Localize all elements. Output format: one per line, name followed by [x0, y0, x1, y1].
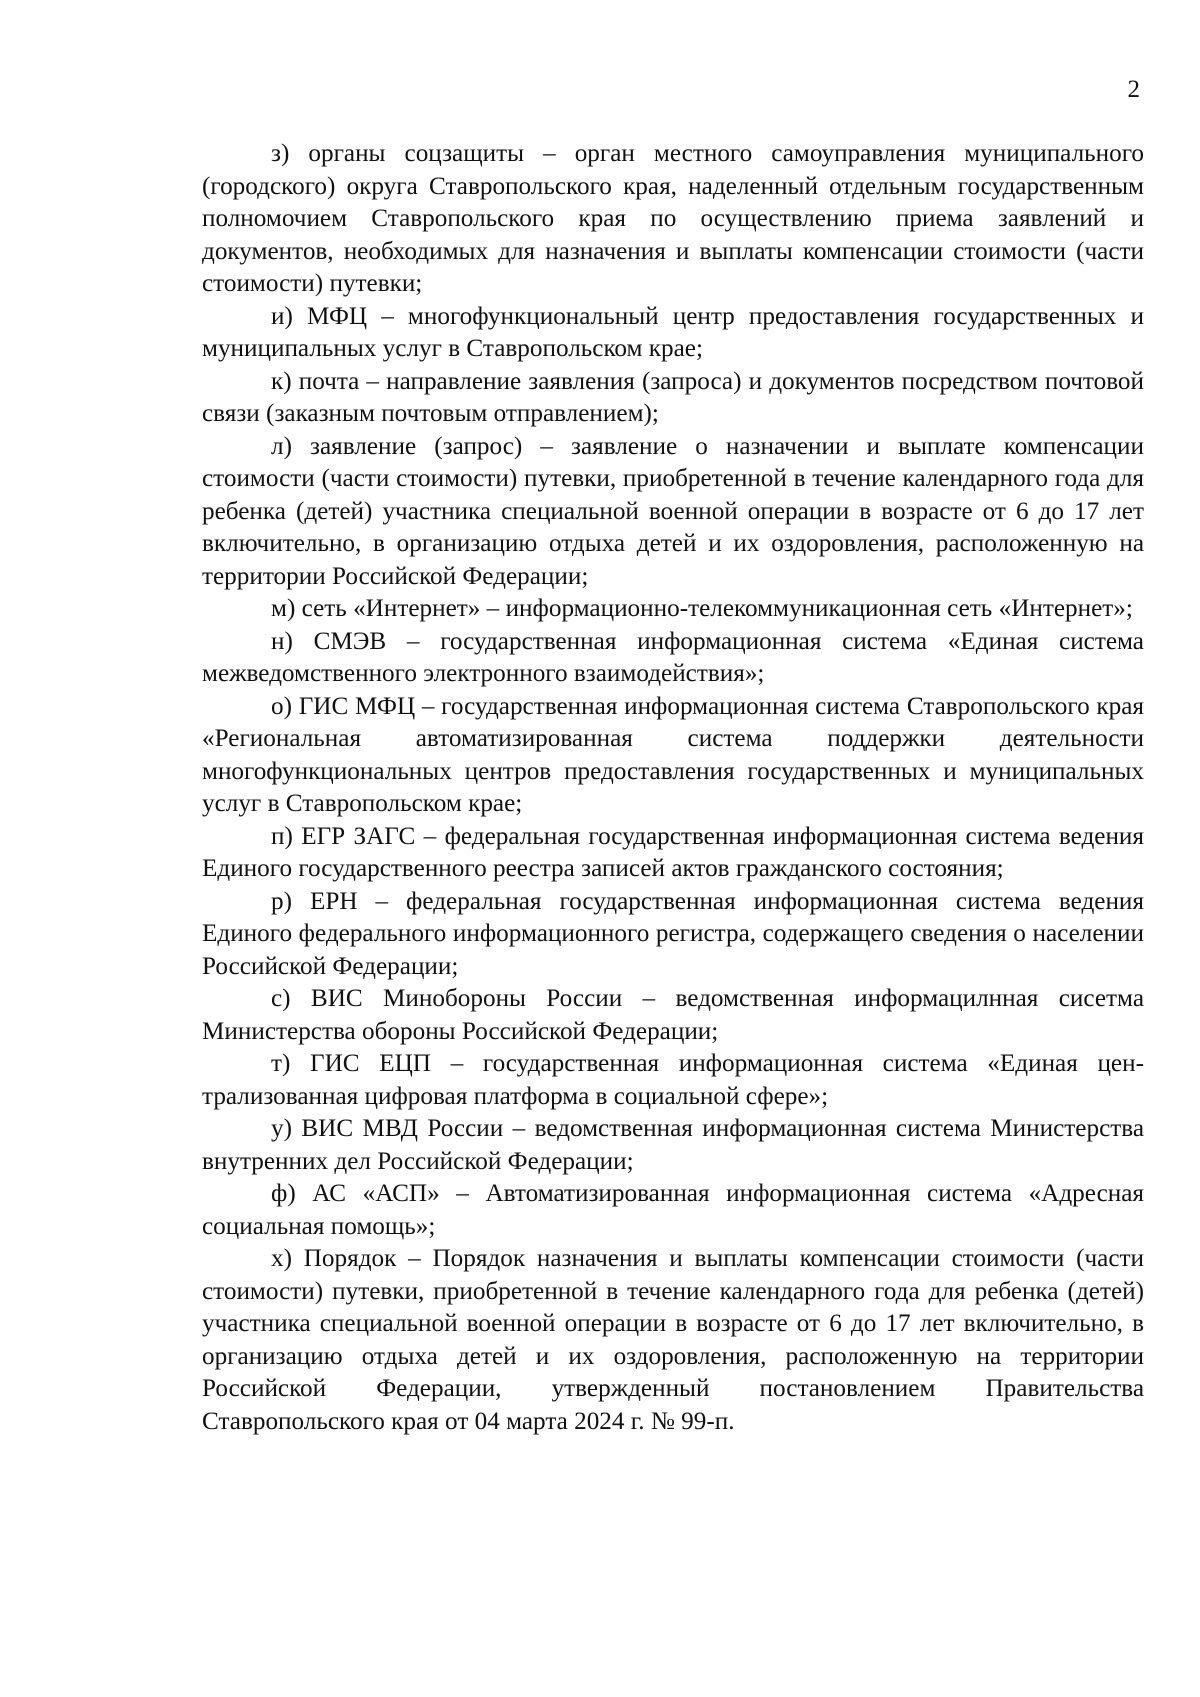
- page-number: 2: [1127, 76, 1140, 103]
- definition-paragraph-u: у) ВИС МВД России – ведомственная информационная система Министерства внутренних дел Российской Федерации;: [202, 1115, 1144, 1175]
- definition-paragraph-s: с) ВИС Минобороны России – ведомственная информацилнная сисетма Министерства обороны Российской Федерации;: [202, 985, 1144, 1045]
- definition-paragraph-k: к) почта – направление заявления (запроса) и документов посредством почтовой связи (заказным почтовым отправлением);: [202, 367, 1144, 427]
- definition-paragraph-o: о) ГИС МФЦ – государственная информационная система Ставропольского края «Региональная автоматизированная система поддержки деятельности многофункциональных центров предоставления государственных и муниципальных услуг в Ставропольском крае;: [202, 692, 1144, 817]
- definition-paragraph-t: т) ГИС ЕЦП – государственная информационная система «Единая централизованная цифровая платформа в социальной сфере»;: [202, 1050, 1144, 1110]
- definition-paragraph-i: и) МФЦ – многофункциональный центр предоставления государственных и муниципальных услуг в Ставропольском крае;: [202, 302, 1144, 362]
- definition-paragraph-l: л) заявление (запрос) – заявление о назначении и выплате компенсации стоимости (части стоимости) путевки, приобретенной в течение календарного года для ребенка (детей) участника специальной военной операции в возрасте от 6 до 17 лет включительно, в организацию отдыха детей и их оздоровления, расположенную на территории Российской Федерации;: [202, 432, 1144, 590]
- definition-paragraph-p: п) ЕГР ЗАГС – федеральная государственная информационная система ведения Единого государственного реестра записей актов гражданского состояния;: [202, 822, 1144, 882]
- definition-paragraph-n: н) СМЭВ – государственная информационная система «Единая система межведомственного электронного взаимодействия»;: [202, 627, 1144, 687]
- definition-paragraph-z: з) органы соцзащиты – орган местного самоуправления муниципального (городского) округа Ставропольского края, наделенный отдельным государственным полномочием Ставропольского края по осуществлению приема заявлений и документов, необходимых для назначения и выплаты компенсации стоимости (части стоимости) путевки;: [202, 140, 1144, 297]
- definition-paragraph-r: р) ЕРН – федеральная государственная информационная система ведения Единого федерального информационного регистра, содержащего сведения о населении Российской Федерации;: [202, 887, 1144, 980]
- definition-paragraph-kh: х) Порядок – Порядок назначения и выплаты компенсации стоимости (части стоимости) путевки, приобретенной в течение календарного года для ребенка (детей) участника специальной военной операции в возрасте от 6 до 17 лет включительно, в организацию отдыха детей и их оздоровления, расположенную на территории Российской Федерации, утвержденный постановлением Правительства Ставропольского края от 04 марта 2024 г. № 99-п.: [202, 1245, 1144, 1435]
- definition-paragraph-m: м) сеть «Интернет» – информационно-телекоммуникационная сеть «Интернет»;: [271, 595, 1133, 622]
- definition-paragraph-f: ф) АС «АСП» – Автоматизированная информационная система «Адресная социальная помощь»;: [202, 1180, 1144, 1240]
- document-body: [202, 138, 1144, 1438]
